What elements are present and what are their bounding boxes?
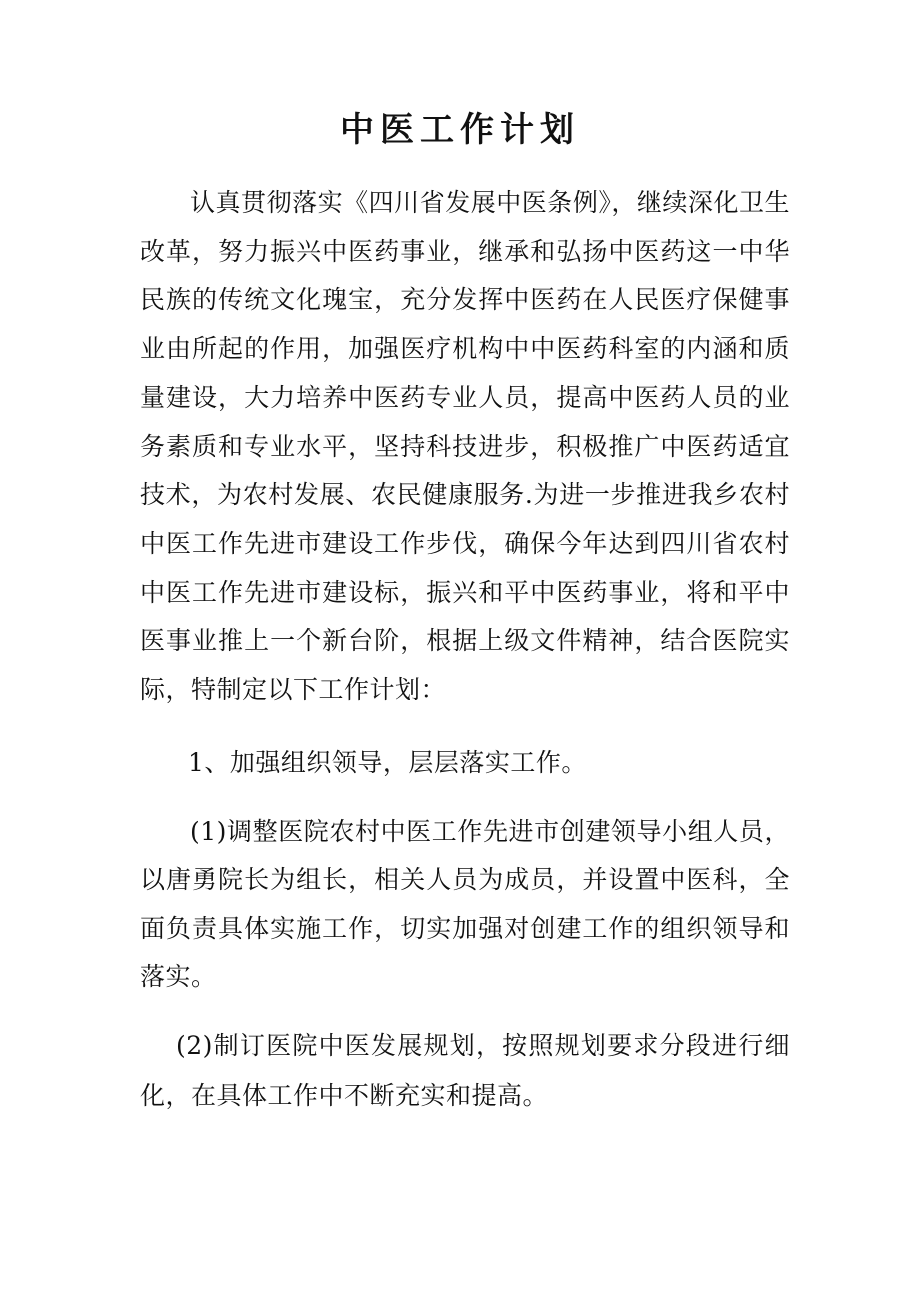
- item-paragraph-2: (2)制订医院中医发展规划，按照规划要求分段进行细化，在具体工作中不断充实和提高。: [140, 1031, 790, 1110]
- section-heading-1: 1、加强组织领导，层层落实工作。: [188, 748, 587, 777]
- document-title: 中医工作计划: [340, 109, 580, 150]
- item-paragraph-1: (1)调整医院农村中医工作先进市创建领导小组人员，以唐勇院长为组长，相关人员为成员，并设置中医科，全面负责具体实施工作，切实加强对创建工作的组织领导和落实。: [140, 817, 790, 991]
- intro-paragraph: 认真贯彻落实《四川省发展中医条例》，继续深化卫生改革，努力振兴中医药事业，继承和弘扬中医药这一中华民族的传统文化瑰宝，充分发挥中医药在人民医疗保健事业由所起的作用，加强医疗机构中中医药科室的内涵和质量建设，大力培养中医药专业人员，提高中医药人员的业务素质和专业水平，坚持科技进步，积极推广中医药适宜技术，为农村发展、农民健康服务.为进一步推进我乡农村中医工作先进市建设工作步伐，确保今年达到四川省农村中医工作先进市建设标，振兴和平中医药事业，将和平中医事业推上一个新台阶，根据上级文件精神，结合医院实际，特制定以下工作计划：: [140, 188, 790, 705]
